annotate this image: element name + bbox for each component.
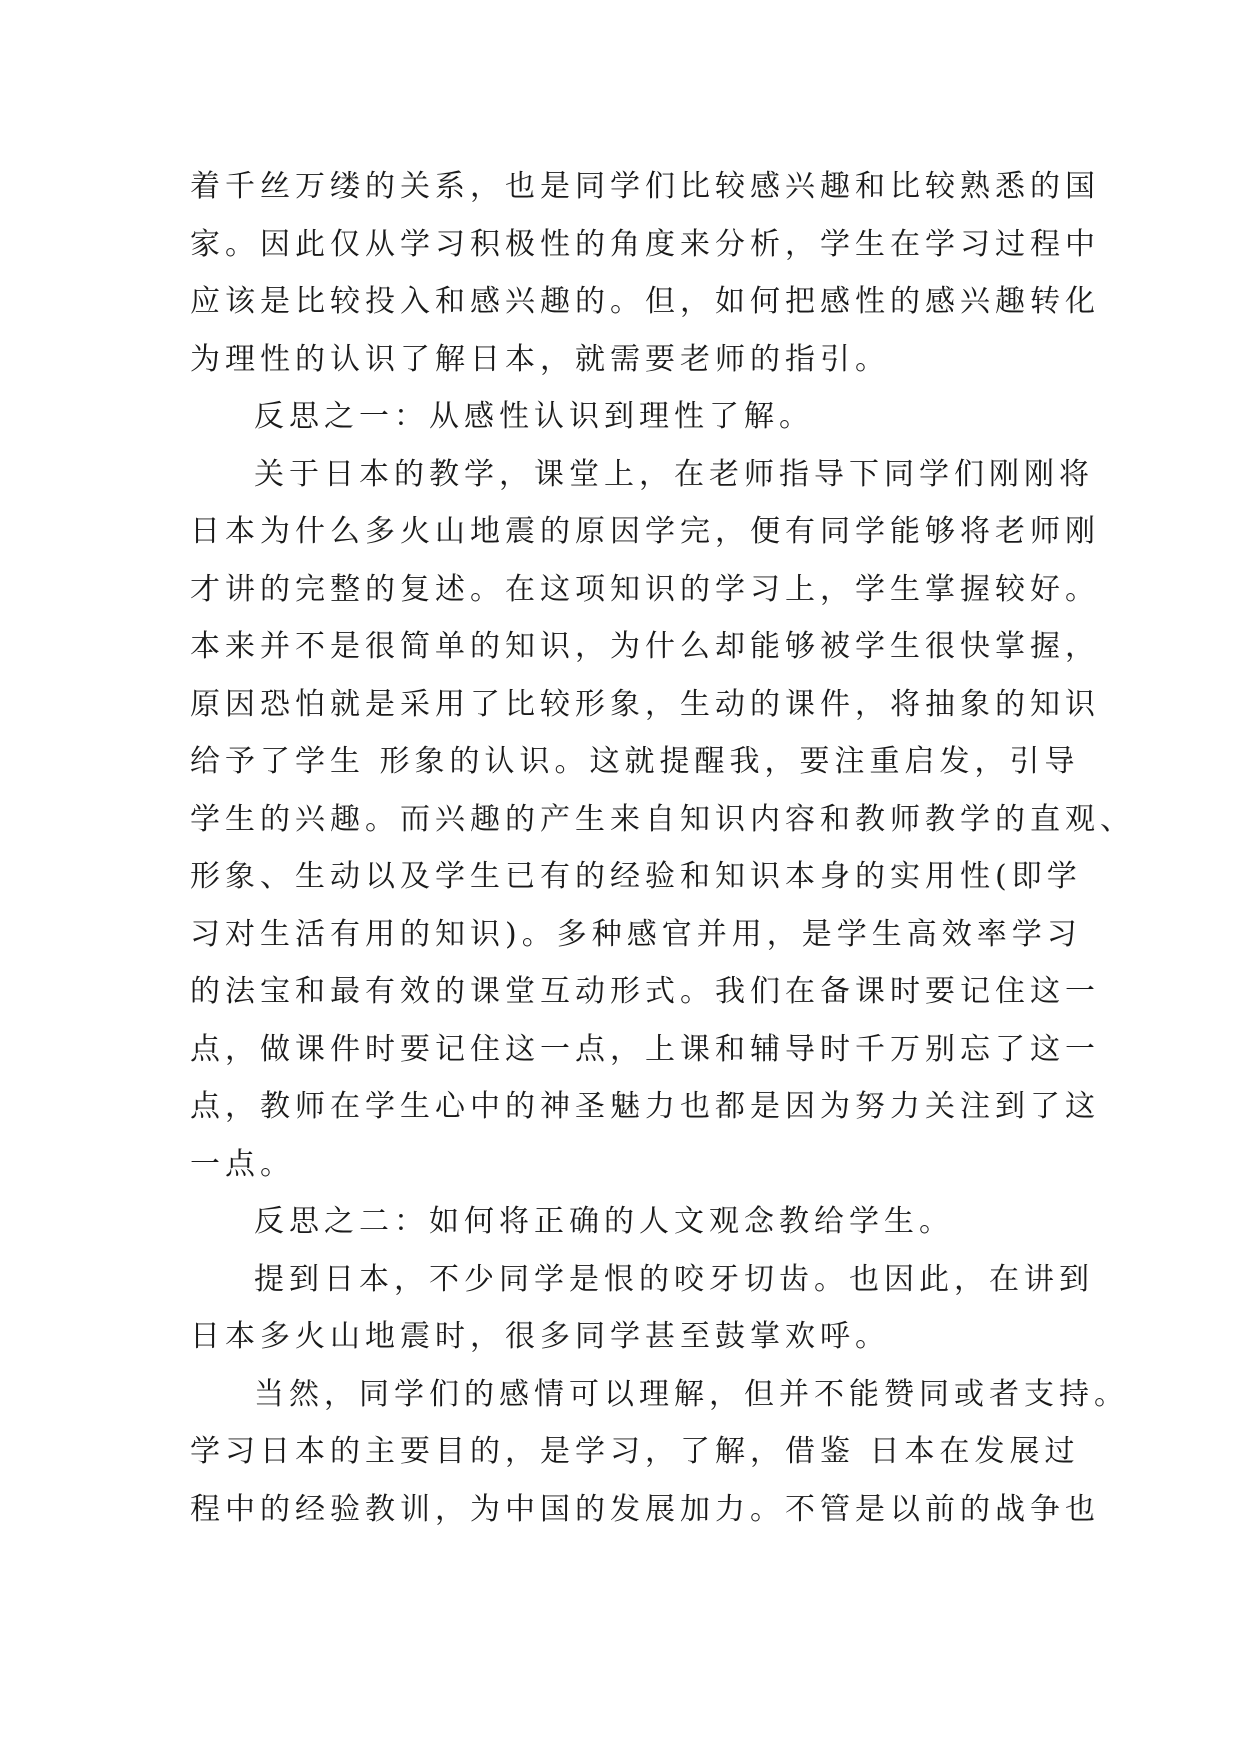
text-line: 提到日本，不少同学是恨的咬牙切齿。也因此，在讲到 <box>254 1261 1094 1297</box>
text-line: 学生的兴趣。而兴趣的产生来自知识内容和教师教学的直观、 <box>190 801 1135 837</box>
text-line: 关于日本的教学，课堂上，在老师指导下同学们刚刚将 <box>254 456 1094 492</box>
text-line: 原因恐怕就是采用了比较形象，生动的课件，将抽象的知识 <box>190 686 1100 722</box>
text-line: 反思之一：从感性认识到理性了解。 <box>254 399 814 434</box>
text-line: 当然，同学们的感情可以理解，但并不能赞同或者支持。 <box>254 1376 1129 1412</box>
text-line: 为理性的认识了解日本，就需要老师的指引。 <box>190 341 890 377</box>
text-line: 应该是比较投入和感兴趣的。但，如何把感性的感兴趣转化 <box>190 284 1100 319</box>
text-line: 着千丝万缕的关系，也是同学们比较感兴趣和比较熟悉的国 <box>190 169 1100 204</box>
text-line: 才讲的完整的复述。在这项知识的学习上，学生掌握较好。 <box>190 571 1100 607</box>
document-body <box>190 158 1135 1538</box>
text-line: 程中的经验教训，为中国的发展加力。不管是以前的战争也 <box>190 1491 1100 1527</box>
text-line: 反思之二：如何将正确的人文观念教给学生。 <box>254 1204 954 1239</box>
text-line: 一点。 <box>190 1146 295 1182</box>
text-line: 日本多火山地震时，很多同学甚至鼓掌欢呼。 <box>190 1319 890 1354</box>
text-line: 给予了学生 形象的认识。这就提醒我，要注重启发，引导 <box>190 744 1080 779</box>
text-line: 家。因此仅从学习积极性的角度来分析，学生在学习过程中 <box>190 226 1100 262</box>
text-line: 本来并不是很简单的知识，为什么却能够被学生很快掌握， <box>190 629 1100 664</box>
text-line: 点，教师在学生心中的神圣魅力也都是因为努力关注到了这 <box>190 1089 1100 1124</box>
text-line: 日本为什么多火山地震的原因学完，便有同学能够将老师刚 <box>190 514 1100 549</box>
text-line: 点，做课件时要记住这一点，上课和辅导时千万别忘了这一 <box>190 1031 1100 1067</box>
text-line: 形象、生动以及学生已有的经验和知识本身的实用性(即学 <box>190 859 1082 894</box>
text-line: 学习日本的主要目的，是学习，了解，借鉴 日本在发展过 <box>190 1434 1080 1469</box>
text-line: 的法宝和最有效的课堂互动形式。我们在备课时要记住这一 <box>190 974 1100 1009</box>
text-line: 习对生活有用的知识)。多种感官并用，是学生高效率学习 <box>190 916 1082 952</box>
